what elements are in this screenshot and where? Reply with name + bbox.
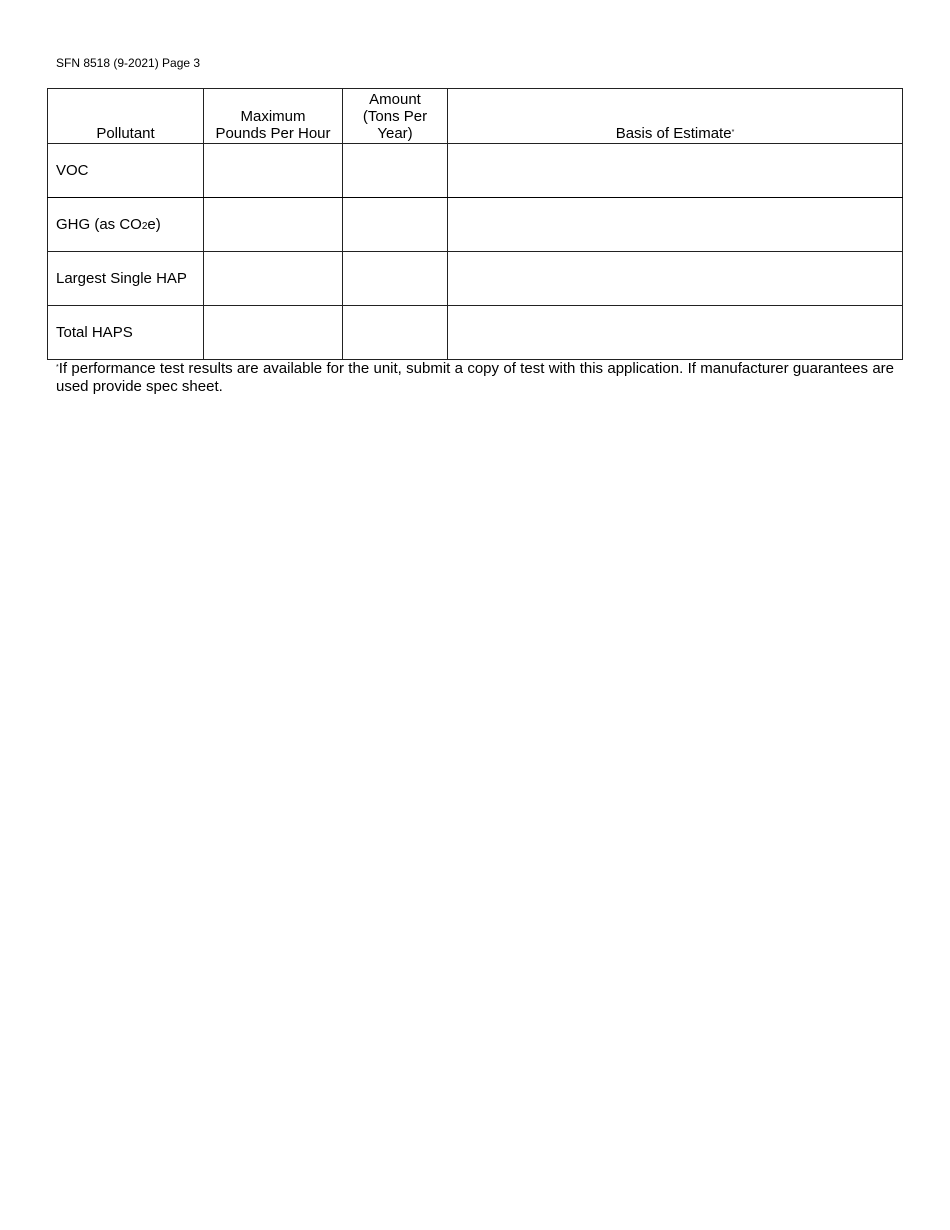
pollutant-cell: GHG (as CO2e)	[48, 198, 204, 252]
table-row	[48, 144, 903, 198]
table-row	[48, 252, 903, 306]
max-lbs-hr-field[interactable]	[204, 306, 343, 360]
tons-per-year-field[interactable]	[343, 144, 448, 198]
column-header-amount-tons-per-year: Amount (Tons Per Year)	[343, 89, 448, 144]
tons-per-year-field[interactable]	[343, 306, 448, 360]
footnote-marker: *	[56, 364, 59, 371]
max-lbs-hr-field[interactable]	[204, 198, 343, 252]
column-header-pollutant: Pollutant	[48, 89, 204, 144]
column-header-max-pounds-per-hour: Maximum Pounds Per Hour	[204, 89, 343, 144]
basis-of-estimate-field[interactable]	[448, 144, 903, 198]
footnote-text: If performance test results are available for the unit, submit a copy of test with this application. If manufacturer guarantees are used provide spec sheet.	[56, 360, 894, 395]
pollutant-cell: Largest Single HAP	[48, 252, 204, 306]
basis-of-estimate-field[interactable]	[448, 252, 903, 306]
column-header-basis-of-estimate: Basis of Estimate*	[448, 89, 903, 144]
pollutant-cell: VOC	[48, 144, 204, 198]
pollutant-cell: Total HAPS	[48, 306, 204, 360]
tons-per-year-field[interactable]	[343, 198, 448, 252]
emissions-table	[47, 88, 903, 360]
footnote	[56, 360, 894, 396]
max-lbs-hr-field[interactable]	[204, 252, 343, 306]
table-row	[48, 306, 903, 360]
tons-per-year-field[interactable]	[343, 252, 448, 306]
footnote-marker: *	[731, 129, 735, 136]
page-header: SFN 8518 (9-2021) Page 3	[56, 56, 201, 70]
table-header-row	[48, 89, 903, 144]
table-row	[48, 198, 903, 252]
basis-of-estimate-field[interactable]	[448, 198, 903, 252]
max-lbs-hr-field[interactable]	[204, 144, 343, 198]
basis-of-estimate-field[interactable]	[448, 306, 903, 360]
